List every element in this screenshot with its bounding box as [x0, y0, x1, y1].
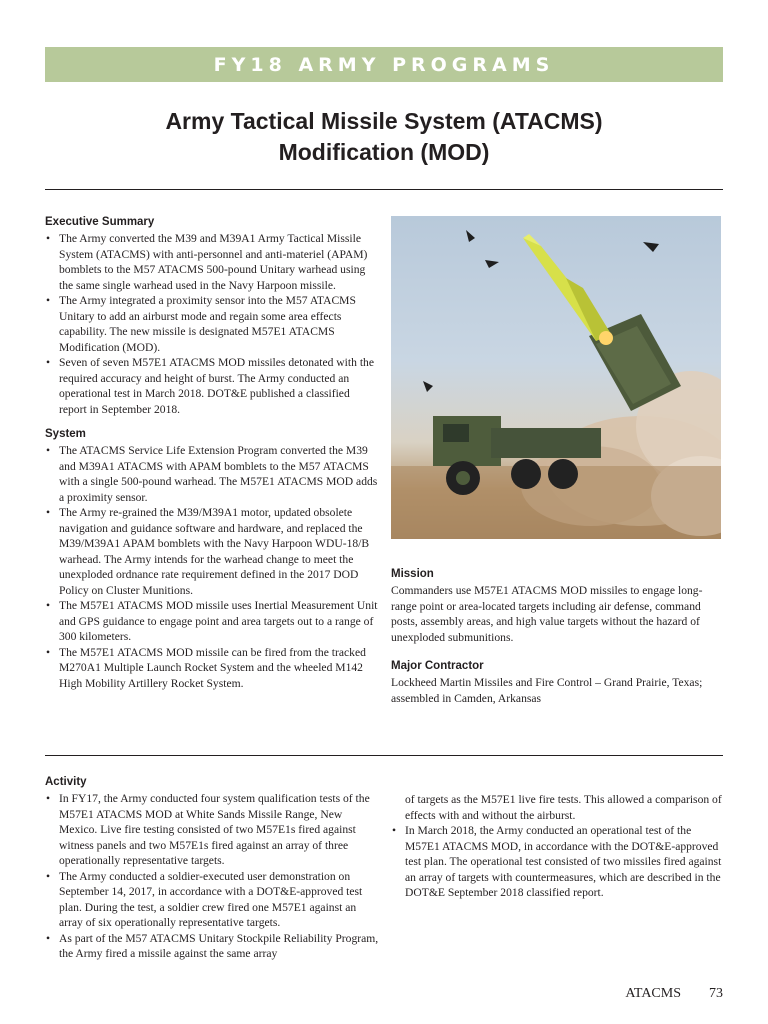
title-line-1: Army Tactical Missile System (ATACMS) — [165, 108, 603, 134]
activity-heading: Activity — [45, 776, 87, 788]
list-item-continued: of targets as the M57E1 live fire tests. This allowed a comparison of effects with and without the airburst. — [405, 793, 722, 822]
list-item: • The ATACMS Service Life Extension Program converted the M39 and M39A1 ATACMS with APAM bomblets to the M57 ATACMS with a single 500-pound warhead. The M57E1 ATACMS MOD adds a proximity sensor. — [45, 443, 379, 505]
list-item: • The Army conducted a soldier-executed user demonstration on September 14, 2017, in accordance with a DOT&E-approved test plan. During the test, a soldier crew fired one M57E1 against an array of six operationally representative targets. — [45, 869, 379, 931]
list-item: • In FY17, the Army conducted four system qualification tests of the M57E1 ATACMS MOD at White Sands Missile Range, New Mexico. Live fire testing consisted of two M57E1s fired against witness panels and two M57E1s fired against an array of three operationally representative targets. — [45, 791, 379, 869]
mission-text: Commanders use M57E1 ATACMS MOD missiles to engage long-range point or area-located targets including air defense, command posts, assembly areas, and high value targets without the hazard of unexploded submunitions. — [391, 584, 703, 644]
activity-column-left — [45, 775, 379, 962]
list-item: • The Army integrated a proximity sensor into the M57 ATACMS Unitary to add an airburst mode and regain some area effects capability. The new missile is designated M57E1 ATACMS Modification (MOD). — [45, 293, 379, 355]
section-banner: FY18 ARMY PROGRAMS — [45, 47, 723, 82]
executive-summary-list — [45, 231, 379, 417]
top-divider — [45, 189, 723, 190]
executive-summary-heading: Executive Summary — [45, 216, 155, 228]
list-item: • The Army re-grained the M39/M39A1 motor, updated obsolete navigation and guidance software and hardware, and replaced the M39/M39A1 APAM bomblets with the Navy Harpoon WDU-18/B warhead. The Army intends for the warhead change to meet the unexploded ordnance rate requirement defined in the 2017 DOD Policy on Cluster Munitions. — [45, 505, 379, 598]
system-list — [45, 443, 379, 691]
contractor-heading: Major Contractor — [391, 660, 484, 672]
missile-launch-photo — [391, 216, 721, 539]
list-item: • As part of the M57 ATACMS Unitary Stockpile Reliability Program, the Army fired a missile against the same array — [45, 931, 379, 962]
left-column — [45, 215, 379, 691]
page-footer — [560, 986, 723, 1002]
list-item: • The M57E1 ATACMS MOD missile can be fired from the tracked M270A1 Multiple Launch Rocket System and the wheeled M142 High Mobility Artillery Rocket System. — [45, 645, 379, 692]
footer-section: ATACMS — [625, 986, 681, 1001]
activity-column-right — [391, 792, 723, 901]
page-number: 73 — [709, 986, 723, 1001]
system-heading: System — [45, 428, 86, 440]
list-item: • In March 2018, the Army conducted an operational test of the M57E1 ATACMS MOD, in accordance with the DOT&E-approved test plan. The operational test consisted of two missiles fired against an array of targets with countermeasures, which are described in the DOT&E September 2018 classified report. — [391, 823, 723, 901]
list-item: • The Army converted the M39 and M39A1 Army Tactical Missile System (ATACMS) with anti-personnel and anti-materiel (APAM) bomblets to the M57 ATACMS 500-pound Unitary warhead using the same single warhead used in the Navy Harpoon missile. — [45, 231, 379, 293]
title-line-2: Modification (MOD) — [278, 139, 490, 165]
list-item: • Seven of seven M57E1 ATACMS MOD missiles detonated with the required accuracy and height of burst. The Army conducted an operational test in March 2018. DOT&E published a classified report in September 2018. — [45, 355, 379, 417]
activity-list-continued — [391, 792, 723, 901]
middle-divider — [45, 755, 723, 756]
list-item: • The M57E1 ATACMS MOD missile uses Inertial Measurement Unit and GPS guidance to engage point and area targets out to a range of 300 kilometers. — [45, 598, 379, 645]
right-column — [391, 567, 723, 706]
activity-list — [45, 791, 379, 962]
page-title — [45, 106, 723, 168]
mission-heading: Mission — [391, 568, 434, 580]
contractor-text: Lockheed Martin Missiles and Fire Control – Grand Prairie, Texas; assembled in Camden, Arkansas — [391, 676, 703, 705]
